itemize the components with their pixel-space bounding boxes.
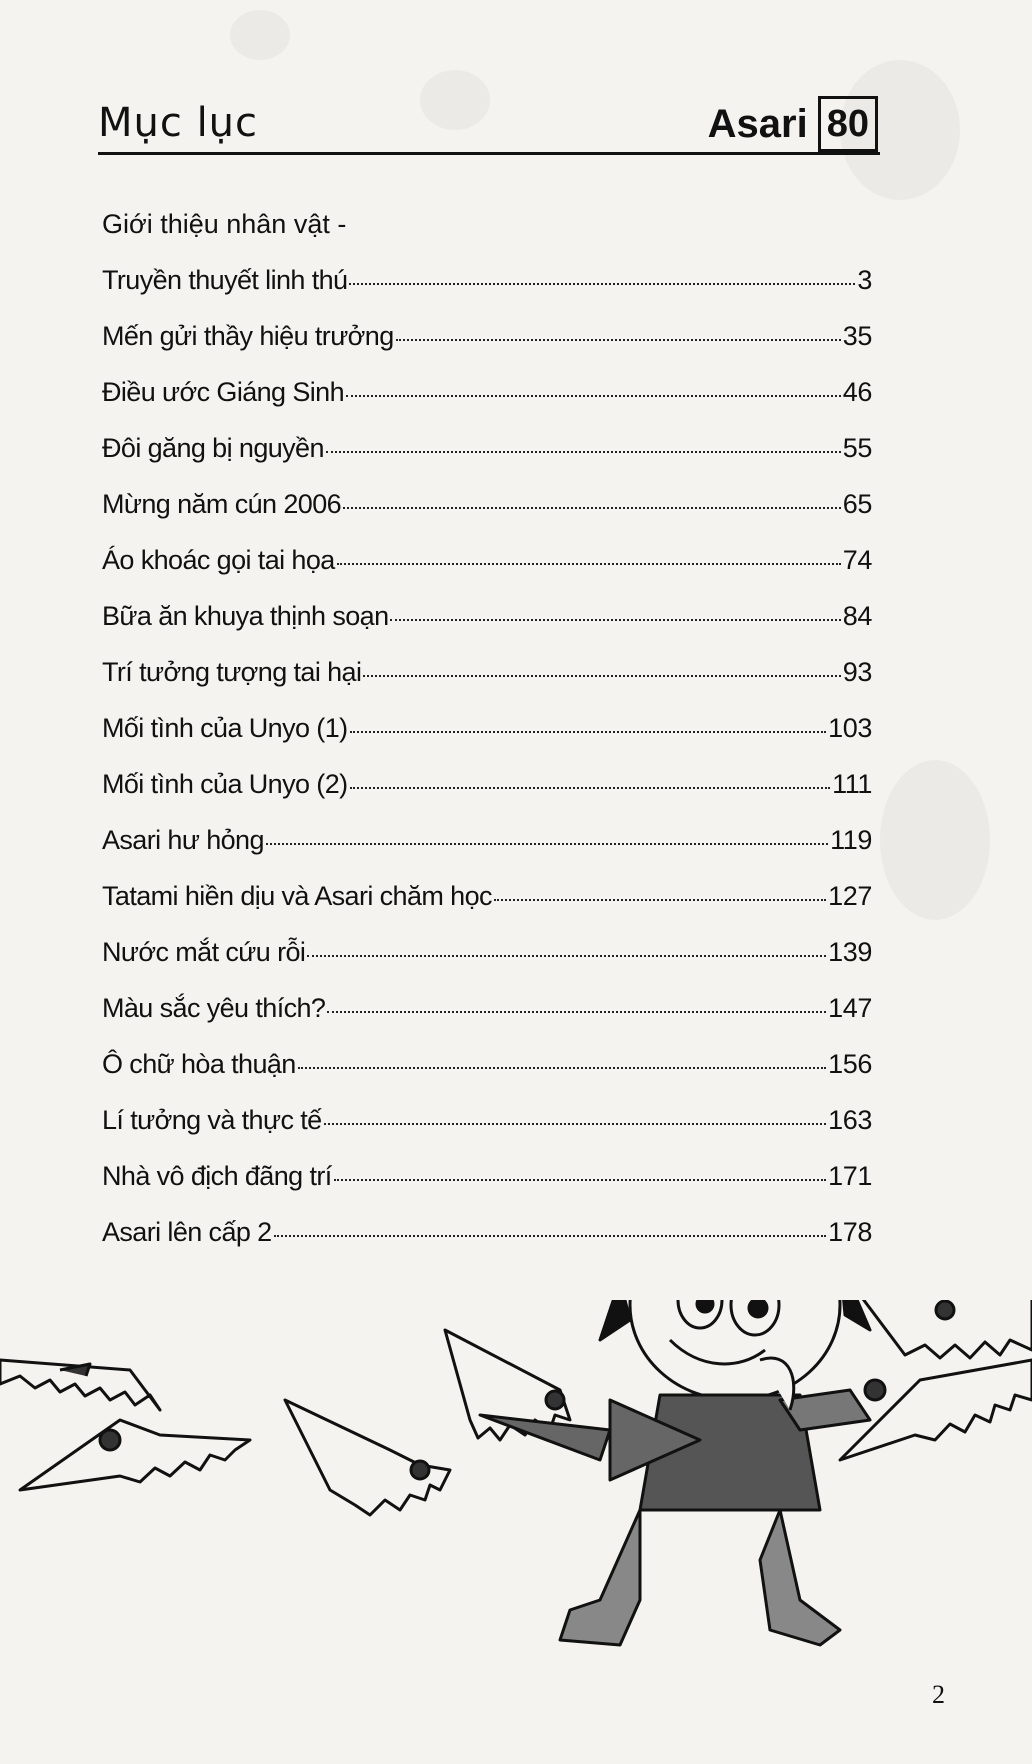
- toc-entry: [102, 812, 872, 868]
- toc-entry: [102, 1036, 872, 1092]
- toc-entry-page: 139: [828, 937, 872, 967]
- toc-leader-dots: [324, 1122, 827, 1125]
- toc-entry: [102, 924, 872, 980]
- toc-entry: [102, 1092, 872, 1148]
- toc-entry: [102, 1148, 872, 1204]
- series-label: [708, 96, 878, 152]
- toc-entry: [102, 644, 872, 700]
- table-of-contents: [102, 196, 872, 1260]
- toc-entry-title: Asari hư hỏng: [102, 825, 264, 855]
- toc-leader-dots: [346, 394, 841, 397]
- toc-entry-page: 46: [842, 377, 872, 407]
- page-number: 2: [932, 1680, 945, 1709]
- toc-entry: [102, 588, 872, 644]
- page-title: Mục lục: [98, 100, 259, 146]
- series-name: Asari: [707, 101, 808, 146]
- toc-entry-title: Điều ước Giáng Sinh: [102, 377, 345, 407]
- toc-leader-dots: [350, 730, 827, 733]
- toc-entry-page: 111: [832, 769, 872, 799]
- toc-leader-dots: [349, 282, 855, 285]
- toc-entry-page: 147: [828, 993, 872, 1023]
- toc-entry-title: Áo khoác gọi tai họa: [102, 545, 335, 575]
- toc-entry-page: 65: [842, 489, 872, 519]
- toc-intro-line: Giới thiệu nhân vật -: [102, 209, 347, 239]
- volume-number-badge: 80: [818, 96, 878, 152]
- toc-leader-dots: [298, 1066, 826, 1069]
- toc-entry-page: 171: [828, 1161, 872, 1191]
- toc-entry: [102, 252, 872, 308]
- toc-leader-dots: [334, 1178, 826, 1181]
- toc-leader-dots: [363, 674, 840, 677]
- paper-fan-icon: [20, 1420, 250, 1490]
- toc-leader-dots: [274, 1234, 827, 1237]
- toc-entry: [102, 364, 872, 420]
- toc-entry-title: Lí tưởng và thực tế: [102, 1105, 322, 1135]
- toc-entry-title: Trí tưởng tượng tai hại: [102, 657, 362, 687]
- toc-entry: [102, 420, 872, 476]
- toc-entry: [102, 476, 872, 532]
- toc-entry: [102, 532, 872, 588]
- toc-entry-title: Đôi găng bị nguyền: [102, 433, 324, 463]
- toc-leader-dots: [494, 898, 826, 901]
- toc-leader-dots: [396, 338, 841, 341]
- toc-entry: [102, 868, 872, 924]
- toc-entry-page: 156: [828, 1049, 872, 1079]
- toc-entry-title: Mối tình của Unyo (2): [102, 769, 348, 799]
- toc-leader-dots: [343, 506, 841, 509]
- toc-entry-page: 35: [842, 321, 872, 351]
- toc-entry-page: 84: [842, 601, 872, 631]
- toc-leader-dots: [326, 450, 841, 453]
- toc-leader-dots: [266, 842, 828, 845]
- toc-entry-title: Nhà vô địch đãng trí: [102, 1161, 332, 1191]
- toc-entry: [102, 308, 872, 364]
- toc-entry-page: 55: [842, 433, 872, 463]
- toc-entry: [102, 756, 872, 812]
- toc-leader-dots: [337, 562, 841, 565]
- toc-leader-dots: [350, 786, 831, 789]
- toc-entry-title: Ô chữ hòa thuận: [102, 1049, 296, 1079]
- page-header: [98, 96, 878, 156]
- toc-entry-page: 3: [857, 265, 872, 295]
- paper-fan-icon: [285, 1400, 450, 1515]
- toc-entry-page: 74: [842, 545, 872, 575]
- toc-entry-title: Màu sắc yêu thích?: [102, 993, 326, 1023]
- toc-entry-title: Mừng năm cún 2006: [102, 489, 342, 519]
- toc-entry-title: Mến gửi thầy hiệu trưởng: [102, 321, 394, 351]
- paper-fan-icon: [860, 1300, 1032, 1358]
- toc-entry-page: 127: [828, 881, 872, 911]
- toc-entry-title: Nước mắt cứu rỗi: [102, 937, 306, 967]
- toc-entry-title: Asari lên cấp 2: [102, 1217, 272, 1247]
- background-smudge: [230, 10, 290, 60]
- toc-entry: [102, 980, 872, 1036]
- toc-entry: [102, 700, 872, 756]
- toc-entry-title: Bữa ăn khuya thịnh soạn: [102, 601, 389, 631]
- character-illustration: [0, 1300, 1032, 1764]
- toc-entry-page: 119: [830, 825, 872, 855]
- paper-fan-icon: [840, 1360, 1032, 1460]
- toc-entry: [102, 1204, 872, 1260]
- toc-entry-page: 103: [828, 713, 872, 743]
- character-figure: [480, 1300, 879, 1645]
- toc-entry-page: 163: [828, 1105, 872, 1135]
- header-divider: [98, 152, 880, 155]
- toc-entry-page: 93: [842, 657, 872, 687]
- toc-leader-dots: [307, 954, 826, 957]
- background-smudge: [880, 760, 990, 920]
- toc-leader-dots: [327, 1010, 826, 1013]
- toc-entry-title: Truyền thuyết linh thú: [102, 265, 348, 295]
- paper-fan-icon: [0, 1360, 160, 1410]
- toc-entry-title: Mối tình của Unyo (1): [102, 713, 348, 743]
- toc-leader-dots: [390, 618, 840, 621]
- toc-entry-title: Tatami hiền dịu và Asari chăm học: [102, 881, 492, 911]
- toc-entry-page: 178: [828, 1217, 872, 1247]
